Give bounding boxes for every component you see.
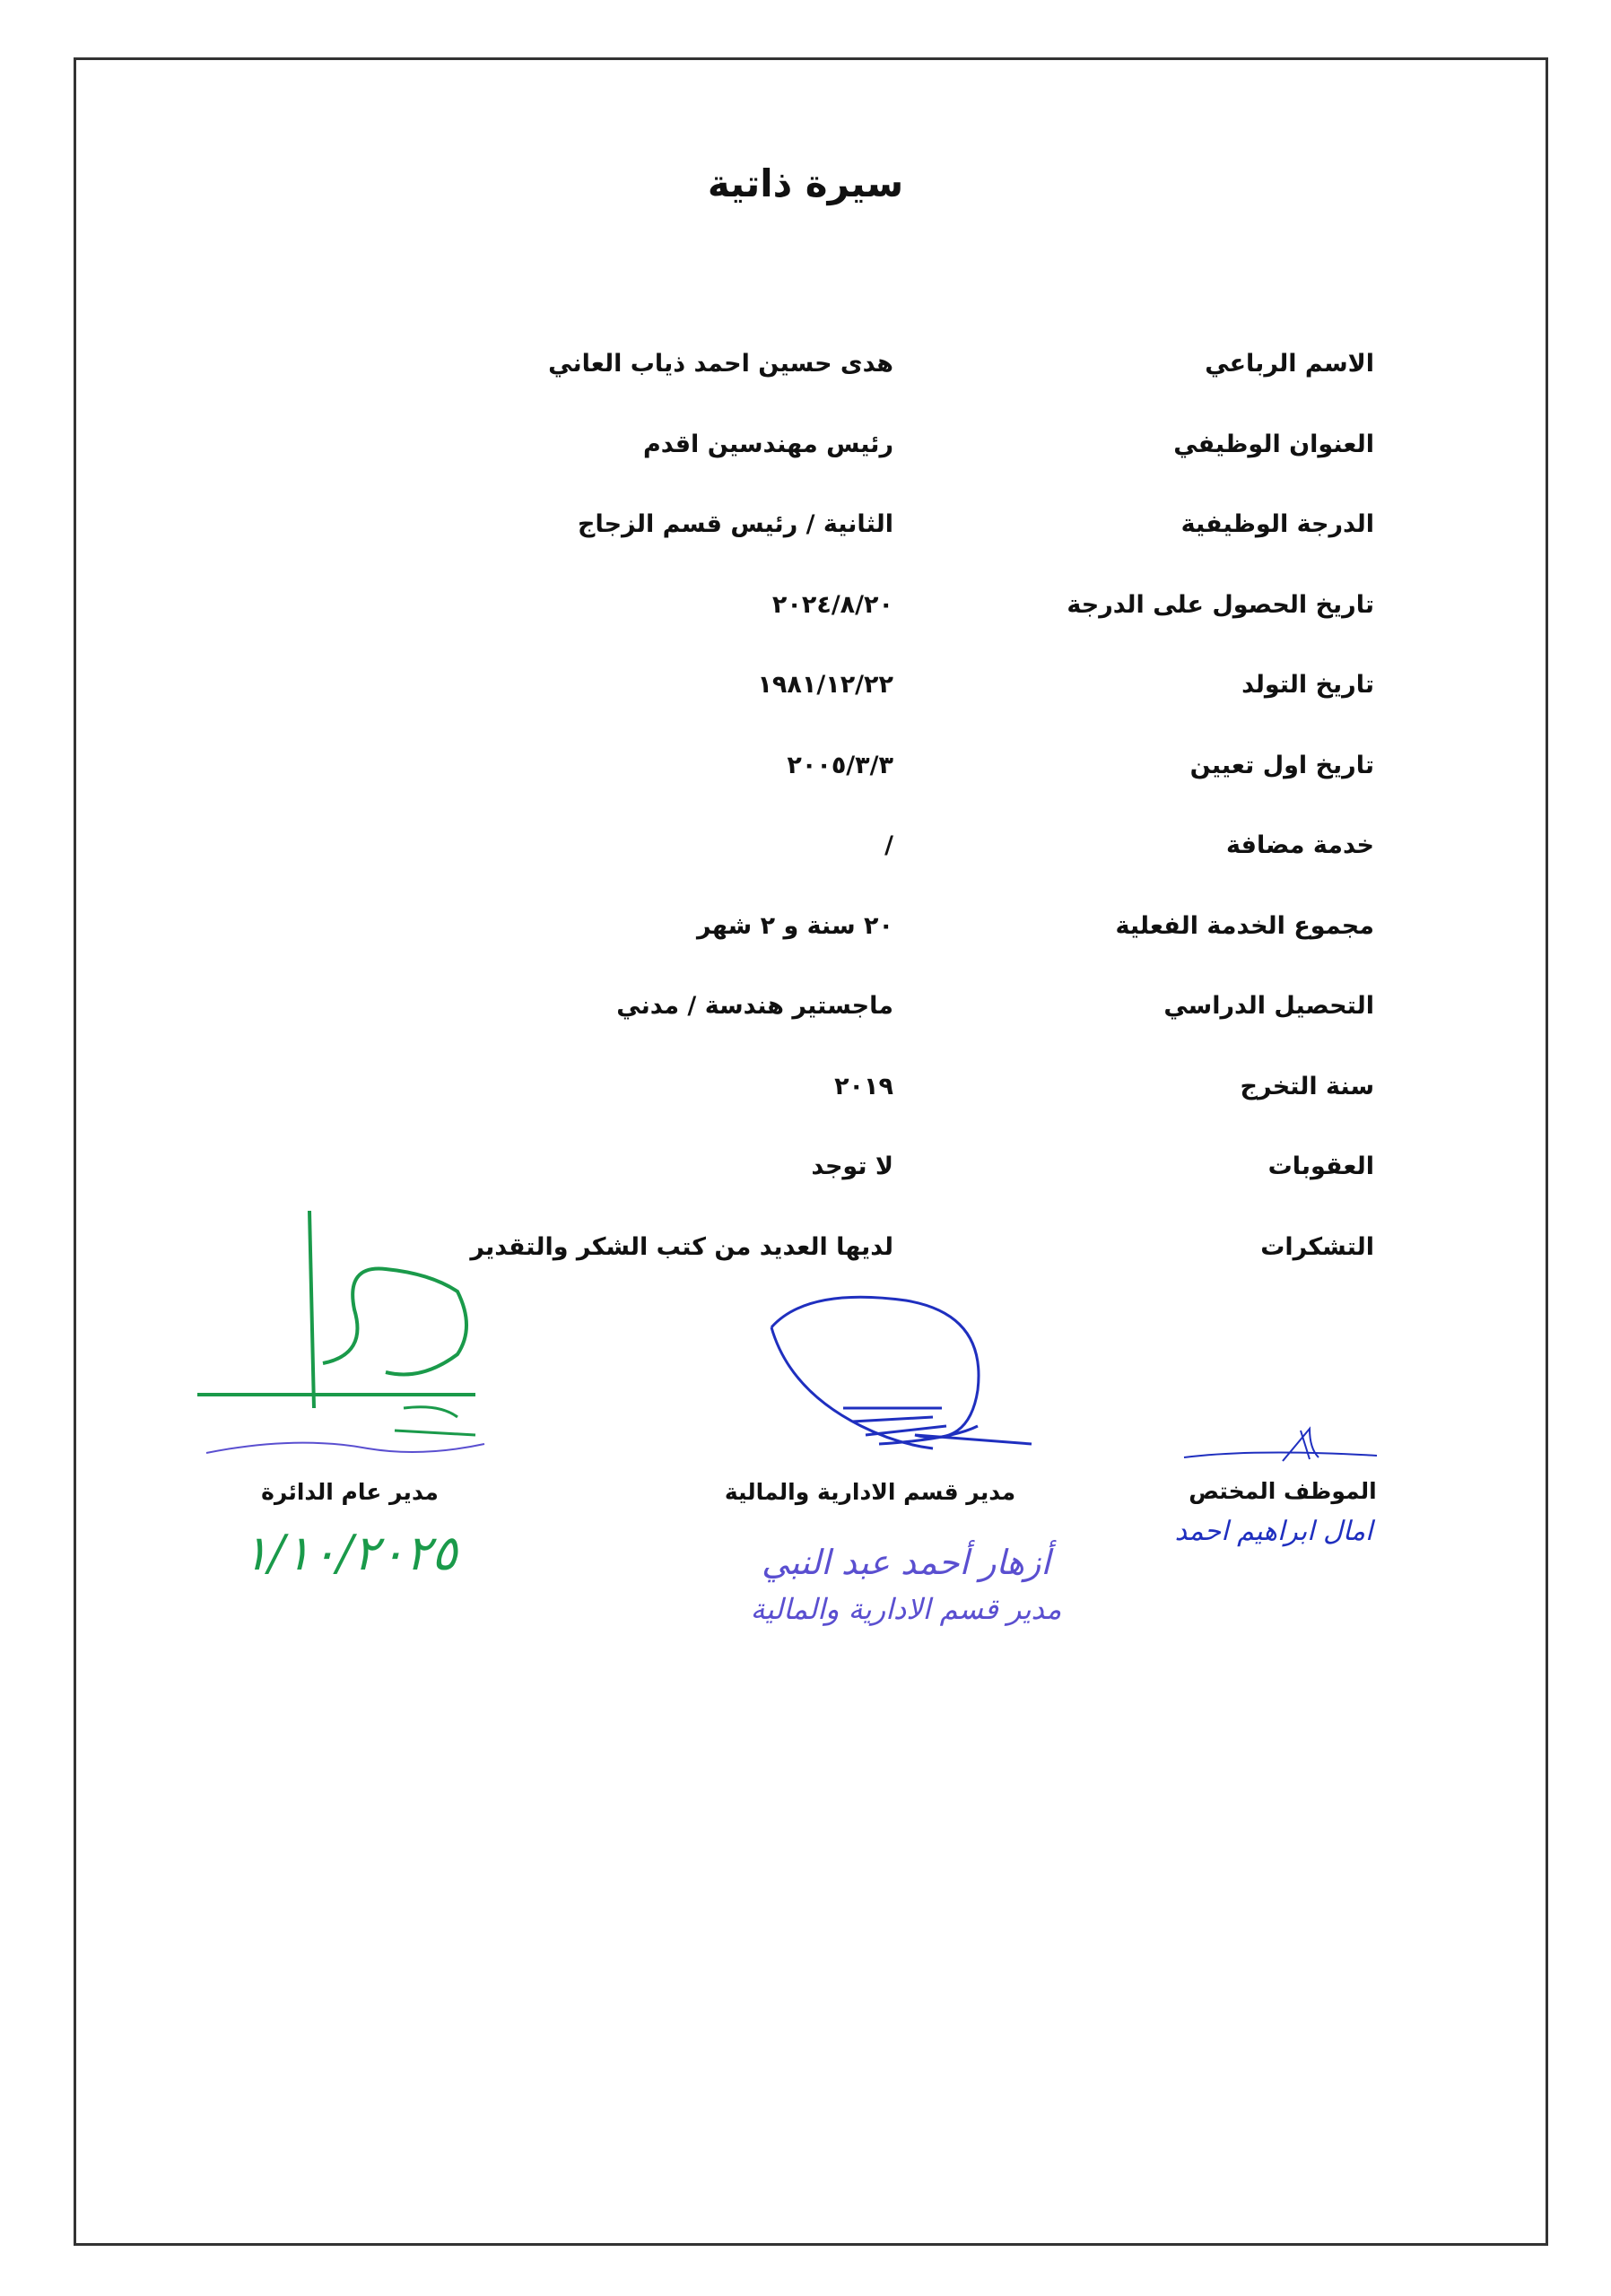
- field-value: هدى حسين احمد ذياب العاني: [548, 350, 893, 378]
- field-label: العنوان الوظيفي: [1173, 430, 1374, 458]
- field-value: لديها العديد من كتب الشكر والتقدير: [470, 1233, 893, 1261]
- field-label: الاسم الرباعي: [1205, 350, 1374, 378]
- director-general-signature-title: مدير عام الدائرة: [261, 1479, 439, 1505]
- employee-handwritten-name: امال ابراهيم احمد: [1174, 1516, 1373, 1547]
- field-label: تاريخ اول تعيين: [1189, 752, 1374, 779]
- field-value: ماجستير هندسة / مدني: [616, 992, 893, 1020]
- document-title: سيرة ذاتية: [707, 161, 904, 205]
- field-value: ٢٠١٩: [834, 1073, 893, 1100]
- field-value: رئيس مهندسين اقدم: [642, 430, 893, 458]
- field-label: التحصيل الدراسي: [1163, 992, 1374, 1020]
- admin-manager-stamp-title: مدير قسم الادارية والمالية: [750, 1592, 1062, 1626]
- employee-signature-title: الموظف المختص: [1189, 1478, 1377, 1504]
- field-value: /: [884, 831, 893, 859]
- field-label: الدرجة الوظيفية: [1180, 510, 1374, 538]
- field-label: العقوبات: [1267, 1152, 1374, 1180]
- employee-signature: [1175, 1422, 1390, 1475]
- field-label: خدمة مضافة: [1225, 831, 1374, 859]
- admin-manager-signature-title: مدير قسم الادارية والمالية: [724, 1479, 1016, 1505]
- field-value: ٢٠٠٥/٣/٣: [787, 752, 893, 779]
- field-label: سنة التخرج: [1240, 1073, 1374, 1100]
- field-value: ١٩٨١/١٢/٢٢: [757, 671, 893, 699]
- field-value: ٢٠٢٤/٨/٢٠: [771, 591, 893, 619]
- field-label: تاريخ الحصول على الدرجة: [1067, 591, 1374, 619]
- field-label: تاريخ التولد: [1241, 671, 1374, 699]
- field-label: مجموع الخدمة الفعلية: [1115, 912, 1374, 940]
- field-value: لا توجد: [811, 1152, 893, 1180]
- field-value: الثانية / رئيس قسم الزجاج: [578, 510, 893, 538]
- field-value: ٢٠ سنة و ٢ شهر: [697, 912, 893, 940]
- admin-manager-signature: [753, 1292, 1041, 1480]
- director-general-signature: [188, 1202, 493, 1471]
- admin-manager-stamp-name: أزهار أحمد عبد النبي: [762, 1543, 1050, 1582]
- director-general-handwritten-date: ١/١٠/٢٠٢٥: [242, 1525, 457, 1581]
- field-label: التشكرات: [1260, 1233, 1374, 1261]
